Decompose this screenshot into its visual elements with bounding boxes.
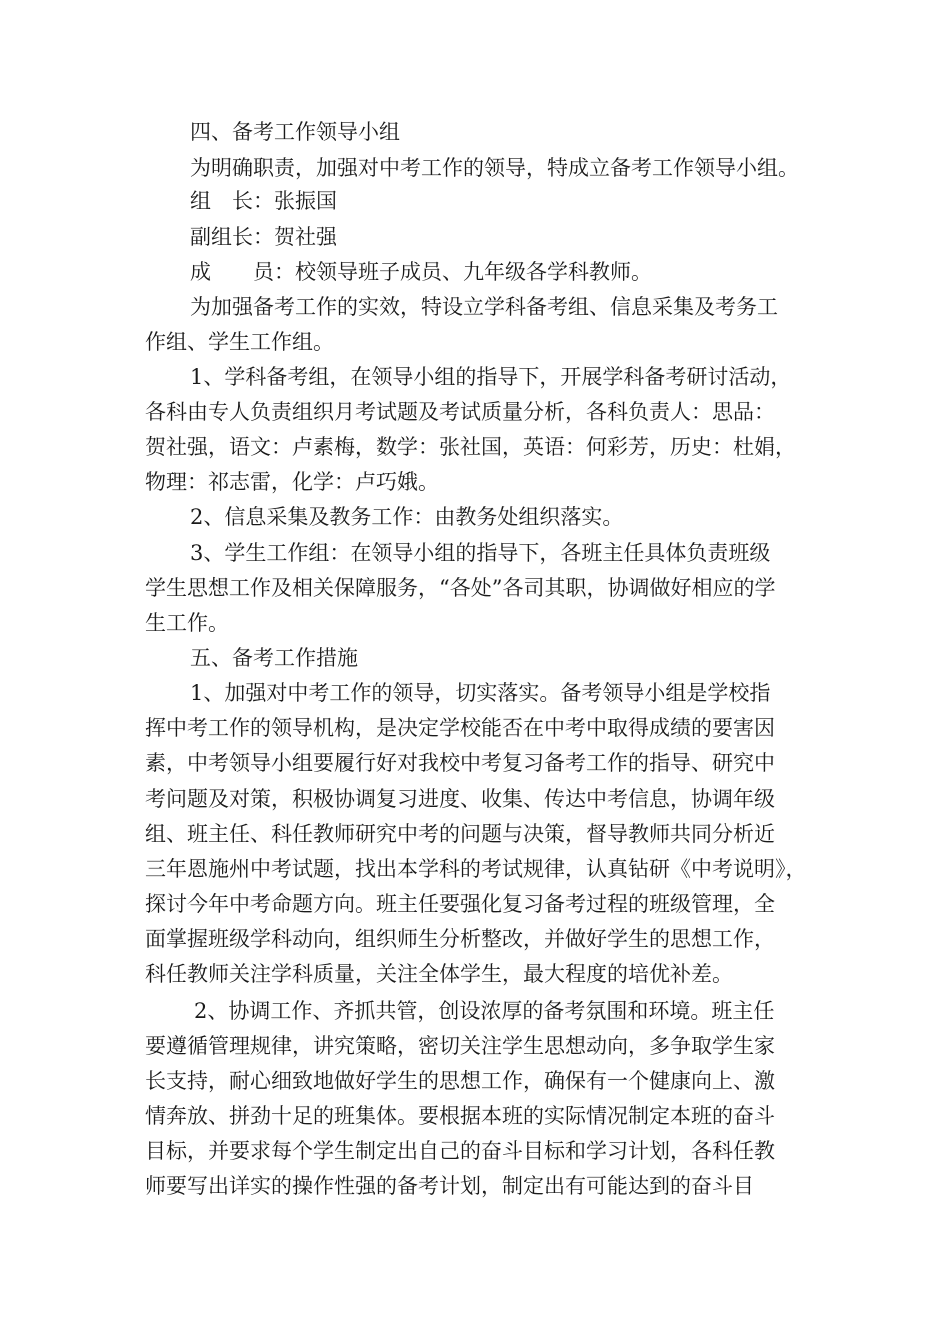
paragraph-line: 2、信息采集及教务工作：由教务处组织落实。 bbox=[190, 505, 624, 529]
paragraph-line: 三年恩施州中考试题，找出本学科的考试规律，认真钻研《中考说明》， bbox=[145, 857, 807, 881]
paragraph-line: 长支持，耐心细致地做好学生的思想工作，确保有一个健康向上、激 bbox=[145, 1069, 775, 1093]
group-leader-line: 组 长：张振国 bbox=[190, 189, 337, 213]
paragraph-line: 考问题及对策，积极协调复习进度、收集、传达中考信息，协调年级 bbox=[145, 787, 775, 811]
paragraph-line: 挥中考工作的领导机构，是决定学校能否在中考中取得成绩的要害因 bbox=[145, 716, 775, 740]
paragraph-line: 为明确职责，加强对中考工作的领导，特成立备考工作领导小组。 bbox=[190, 156, 799, 180]
paragraph-line: 生工作。 bbox=[145, 611, 229, 635]
paragraph-line: 面掌握班级学科动向，组织师生分析整改，并做好学生的思想工作， bbox=[145, 927, 775, 951]
members-line: 成 员：校领导班子成员、九年级各学科教师。 bbox=[190, 260, 652, 284]
paragraph-line: 各科由专人负责组织月考试题及考试质量分析，各科负责人：思品： bbox=[145, 400, 775, 424]
deputy-leader-line: 副组长：贺社强 bbox=[190, 225, 337, 249]
paragraph-line: 1、学科备考组，在领导小组的指导下，开展学科备考研讨活动， bbox=[190, 365, 792, 389]
paragraph-line: 师要写出详实的操作性强的备考计划，制定出有可能达到的奋斗目 bbox=[145, 1174, 754, 1198]
paragraph-line: 2、协调工作、齐抓共管，创设浓厚的备考氛围和环境。班主任 bbox=[194, 999, 775, 1023]
paragraph-line: 作组、学生工作组。 bbox=[145, 330, 334, 354]
heading-measures: 五、备考工作措施 bbox=[190, 646, 358, 670]
paragraph-line: 目标，并要求每个学生制定出自己的奋斗目标和学习计划，各科任教 bbox=[145, 1139, 775, 1163]
paragraph-line: 为加强备考工作的实效，特设立学科备考组、信息采集及考务工 bbox=[190, 295, 778, 319]
paragraph-line: 情奔放、拼劲十足的班集体。要根据本班的实际情况制定本班的奋斗 bbox=[145, 1104, 775, 1128]
paragraph-line: 贺社强，语文：卢素梅，数学：张社国，英语：何彩芳，历史：杜娟， bbox=[145, 435, 796, 459]
paragraph-line: 1、加强对中考工作的领导，切实落实。备考领导小组是学校指 bbox=[190, 681, 771, 705]
paragraph-line: 学生思想工作及相关保障服务，“各处”各司其职，协调做好相应的学 bbox=[145, 576, 776, 600]
paragraph-line: 要遵循管理规律，讲究策略，密切关注学生思想动向，多争取学生家 bbox=[145, 1034, 775, 1058]
heading-leadership-group: 四、备考工作领导小组 bbox=[190, 120, 400, 144]
paragraph-line: 素，中考领导小组要履行好对我校中考复习备考工作的指导、研究中 bbox=[145, 751, 775, 775]
paragraph-line: 3、学生工作组：在领导小组的指导下，各班主任具体负责班级 bbox=[190, 541, 771, 565]
paragraph-line: 组、班主任、科任教师研究中考的问题与决策，督导教师共同分析近 bbox=[145, 822, 775, 846]
paragraph-line: 科任教师关注学科质量，关注全体学生，最大程度的培优补差。 bbox=[145, 962, 733, 986]
paragraph-line: 探讨今年中考命题方向。班主任要强化复习备考过程的班级管理，全 bbox=[145, 892, 775, 916]
paragraph-line: 物理：祁志雷，化学：卢巧娥。 bbox=[145, 470, 439, 494]
